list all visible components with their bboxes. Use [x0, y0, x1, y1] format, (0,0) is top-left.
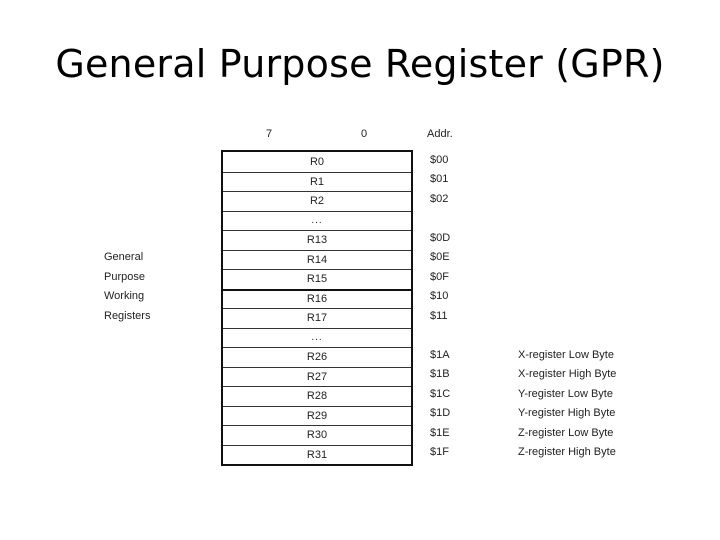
note-z-low: Z-register Low Byte	[518, 426, 614, 439]
register-cell-r31: R31	[223, 445, 411, 465]
address-1b: $1B	[430, 368, 450, 381]
register-ellipsis: ...	[223, 328, 411, 348]
register-cell-r28: R28	[223, 386, 411, 406]
side-label-registers: Registers	[104, 310, 151, 322]
register-cell-r15: R15	[223, 269, 411, 289]
address-11: $11	[430, 309, 448, 322]
address-01: $01	[430, 173, 449, 186]
note-x-high: X-register High Byte	[518, 368, 617, 381]
register-cell-r30: R30	[223, 425, 411, 445]
register-cell-r14: R14	[223, 250, 411, 270]
address-empty	[430, 209, 480, 229]
address-0d: $0D	[430, 231, 451, 244]
note-y-high: Y-register High Byte	[518, 407, 616, 420]
address-00: $00	[430, 153, 449, 166]
register-cell-r2: R2	[223, 191, 411, 211]
register-cell-r26: R26	[223, 347, 411, 367]
address-02: $02	[430, 192, 449, 205]
side-label-general: General	[104, 251, 144, 263]
register-ellipsis: ...	[223, 211, 411, 231]
address-0f: $0F	[430, 270, 449, 283]
slide-title: General Purpose Register (GPR)	[55, 42, 665, 86]
side-label-working: Working	[104, 290, 145, 302]
register-cell-r0: R0	[309, 155, 325, 168]
address-1c: $1C	[430, 387, 451, 400]
address-1d: $1D	[430, 407, 451, 420]
address-10: $10	[430, 290, 449, 303]
register-file-table	[221, 150, 413, 466]
bit-7-label: 7	[266, 128, 273, 140]
address-header: Addr.	[427, 128, 453, 140]
register-cell-r17: R17	[223, 308, 411, 328]
register-cell-r1: R1	[223, 172, 411, 192]
address-1e: $1E	[430, 426, 450, 439]
address-column	[430, 150, 480, 462]
note-x-low: X-register Low Byte	[518, 348, 614, 361]
side-label-purpose: Purpose	[104, 271, 145, 283]
bit-0-label: 0	[361, 128, 368, 140]
pointer-register-notes	[518, 345, 658, 462]
note-y-low: Y-register Low Byte	[518, 387, 613, 400]
address-empty	[430, 326, 480, 346]
note-z-high: Z-register High Byte	[518, 446, 616, 459]
register-cell-r13: R13	[223, 230, 411, 250]
address-0e: $0E	[430, 251, 450, 264]
register-cell-r29: R29	[223, 406, 411, 426]
address-1f: $1F	[430, 446, 449, 459]
register-cell-r27: R27	[223, 367, 411, 387]
address-1a: $1A	[430, 348, 450, 361]
register-cell-r16: R16	[223, 289, 411, 309]
